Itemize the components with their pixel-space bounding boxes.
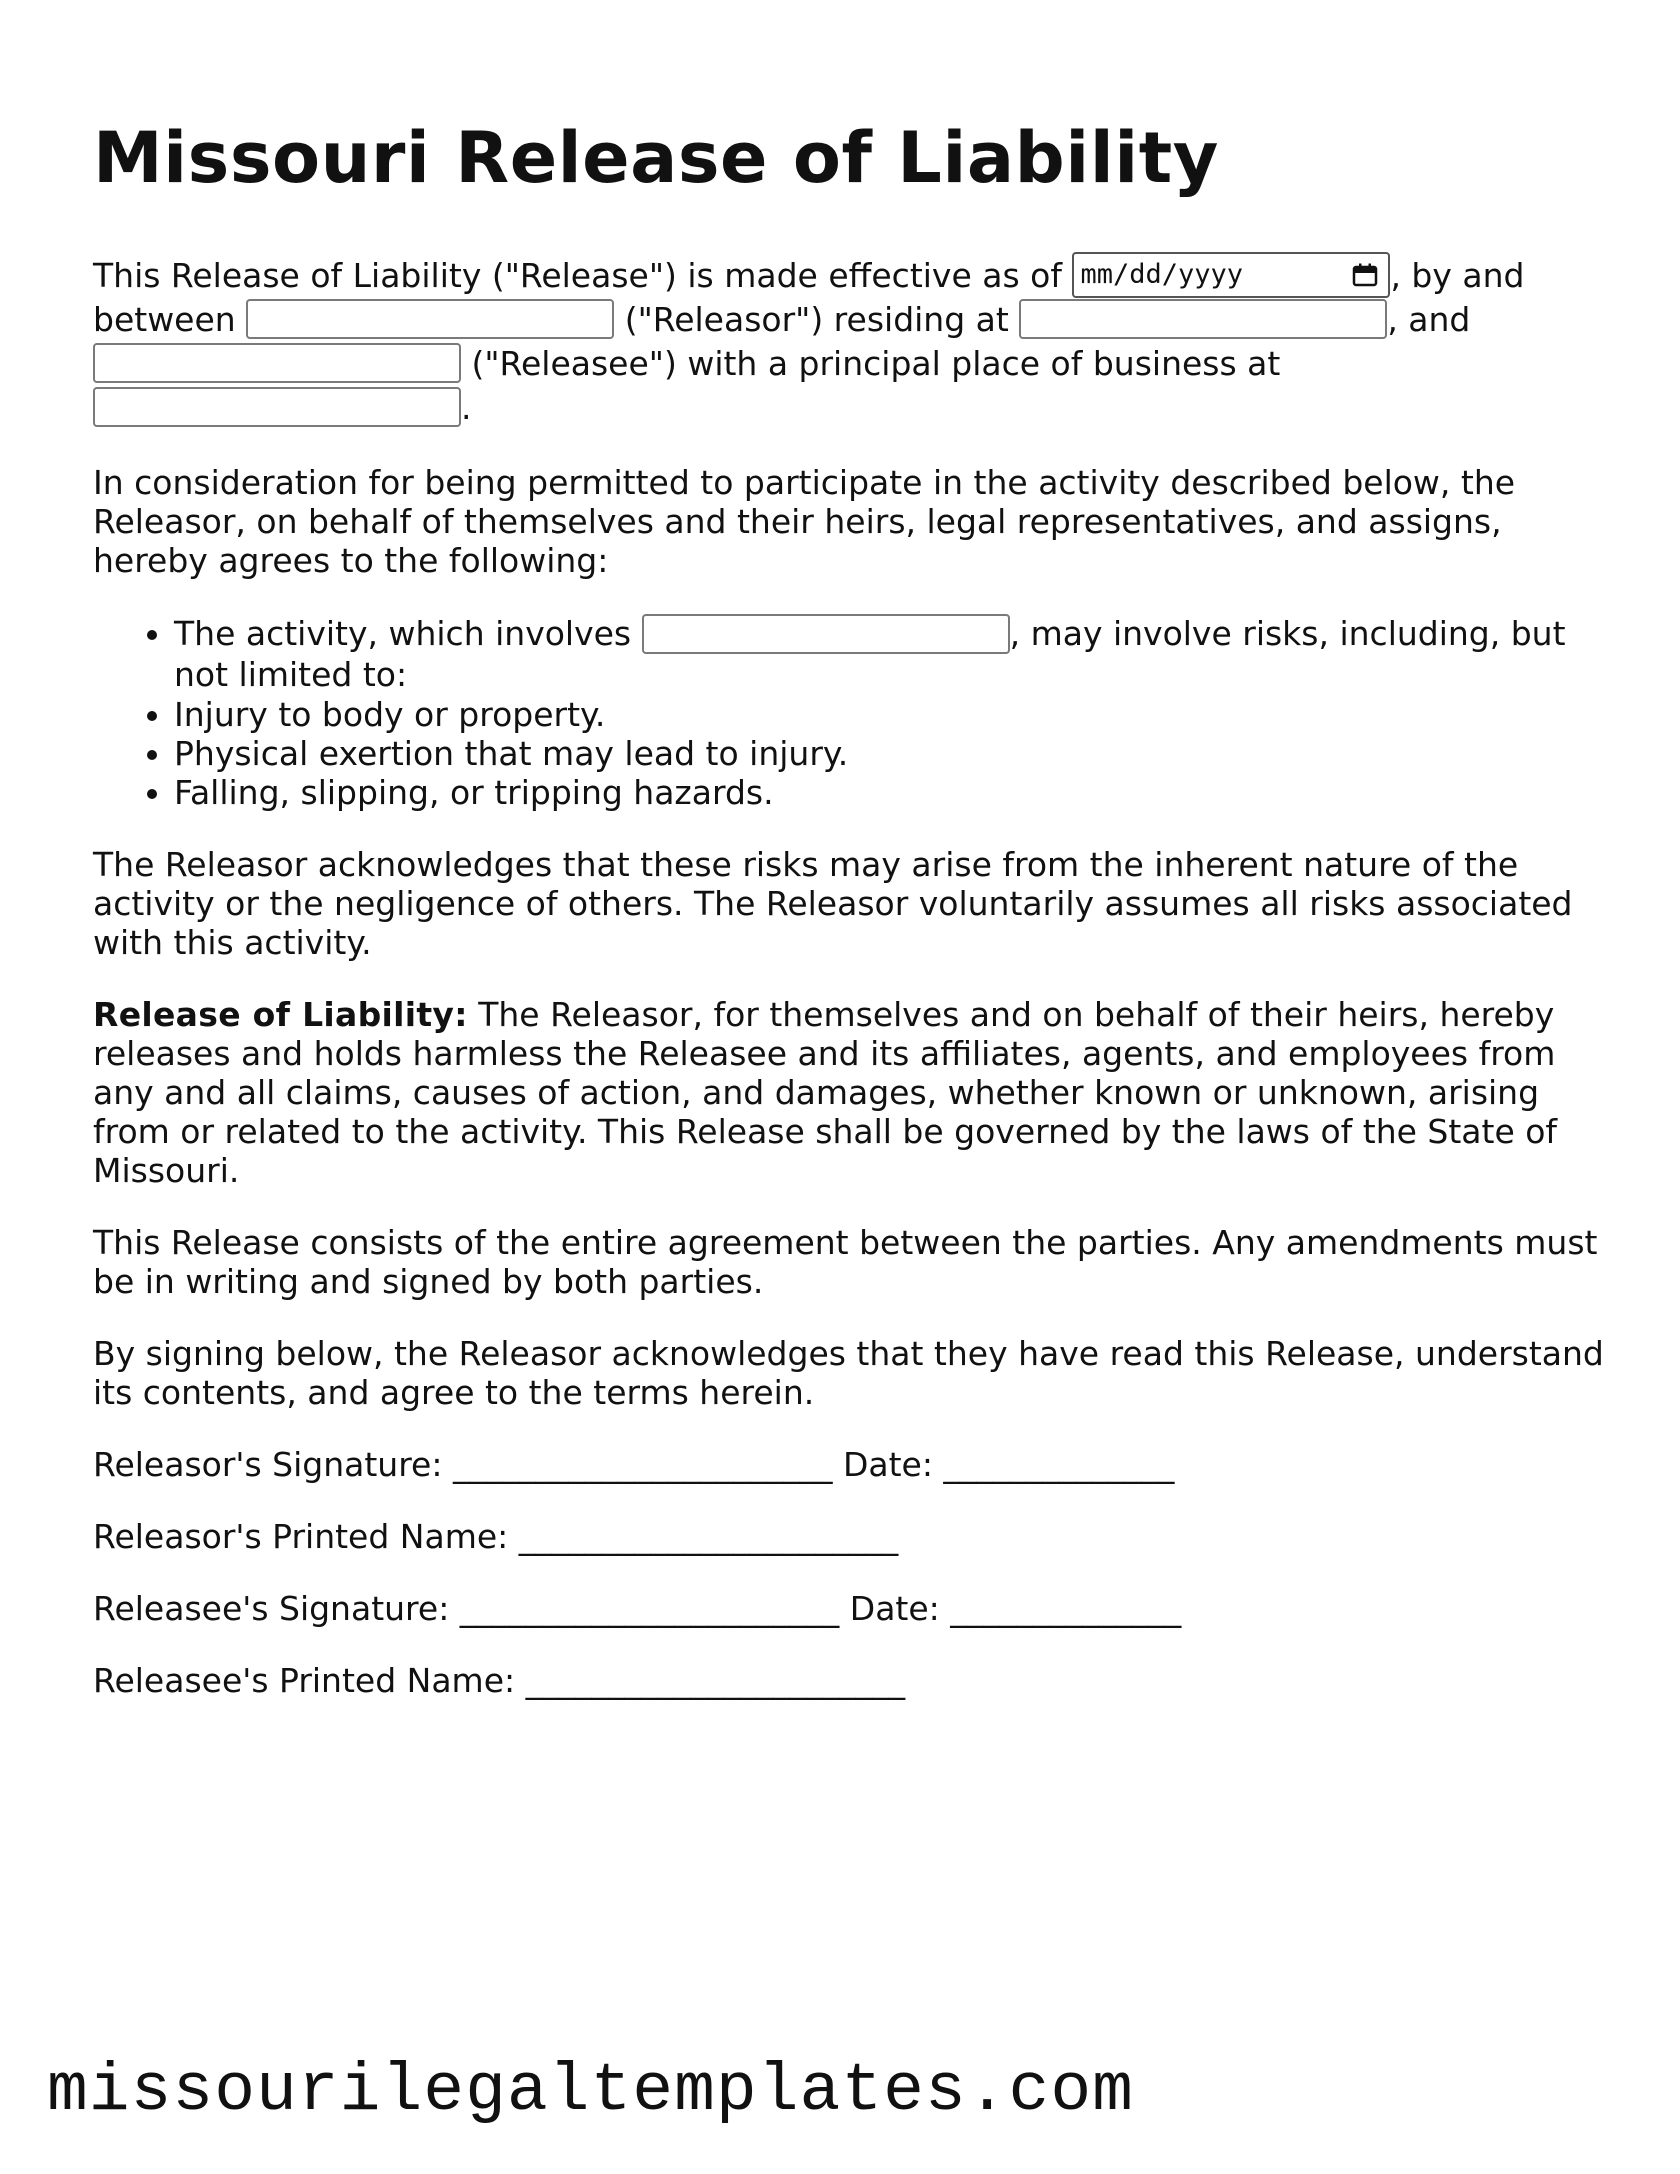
releasor-address-input[interactable]: [1019, 299, 1387, 339]
release-text: The Releasor, for themselves and on behalf of their heirs, hereby releases and holds harmless the Releasee and its affiliates, agents, and employees from any and all claims, causes of action, and damages, whether known or unknown, arising from or related to the activity. This Release shall be governed by the laws of the State of Missouri.: [93, 995, 1558, 1190]
document-page: [93, 110, 1613, 1733]
date-placeholder: mm/dd/yyyy: [1080, 258, 1244, 290]
releasor-name-input[interactable]: [246, 299, 614, 339]
list-item: [174, 613, 1613, 695]
watermark-footer: missourilegaltemplates.com: [47, 2053, 1134, 2130]
signing-statement-paragraph: By signing below, the Releasor acknowledges that they have read this Release, understand its contents, and agree to the terms herein.: [93, 1334, 1604, 1412]
activity-prefix: The activity, which involves: [174, 614, 642, 653]
document-title: Missouri Release of Liability: [93, 117, 1219, 199]
calendar-icon[interactable]: [1352, 263, 1378, 287]
intro-text-3: ("Releasor") residing at: [614, 300, 1020, 339]
releasee-signature-line: Releasee's Signature: _______________________ Date: ______________: [93, 1589, 1182, 1628]
effective-date-input[interactable]: [1072, 252, 1390, 298]
list-item: • Physical exertion that may lead to injury.: [174, 734, 1613, 773]
list-item: • Falling, slipping, or tripping hazards.: [174, 773, 1613, 812]
activity-input[interactable]: [642, 614, 1010, 654]
intro-text-6: .: [461, 388, 472, 427]
releasee-printed-name-line: Releasee's Printed Name: _______________________: [93, 1661, 906, 1700]
releasor-signature-line: Releasor's Signature: _______________________ Date: ______________: [93, 1445, 1175, 1484]
release-paragraph: [93, 995, 1613, 1190]
consideration-paragraph: In consideration for being permitted to participate in the activity described below, the Releasor, on behalf of themselves and their heirs, legal representatives, and assigns, hereby agrees to the following:: [93, 463, 1516, 580]
intro-text-1: This Release of Liability ("Release") is made effective as of: [93, 256, 1073, 295]
risk-list: [93, 613, 1613, 812]
releasee-name-input[interactable]: [93, 343, 461, 383]
intro-text-4: , and: [1387, 300, 1471, 339]
acknowledgment-paragraph: The Releasor acknowledges that these risks may arise from the inherent nature of the activity or the negligence of others. The Releasor voluntarily assumes all risks associated with this activity.: [93, 845, 1573, 962]
releasee-address-input[interactable]: [93, 387, 461, 427]
list-item: • Injury to body or property.: [174, 695, 1613, 734]
intro-paragraph: [93, 254, 1613, 430]
release-label: Release of Liability:: [93, 995, 468, 1034]
entire-agreement-paragraph: This Release consists of the entire agreement between the parties. Any amendments must be in writing and signed by both parties.: [93, 1223, 1598, 1301]
intro-text-2: , by and between: [93, 256, 1525, 339]
intro-text-5: ("Releasee") with a principal place of business at: [461, 344, 1281, 383]
activity-suffix: , may involve risks, including, but not limited to:: [174, 614, 1566, 694]
releasor-printed-name-line: Releasor's Printed Name: _______________________: [93, 1517, 899, 1556]
